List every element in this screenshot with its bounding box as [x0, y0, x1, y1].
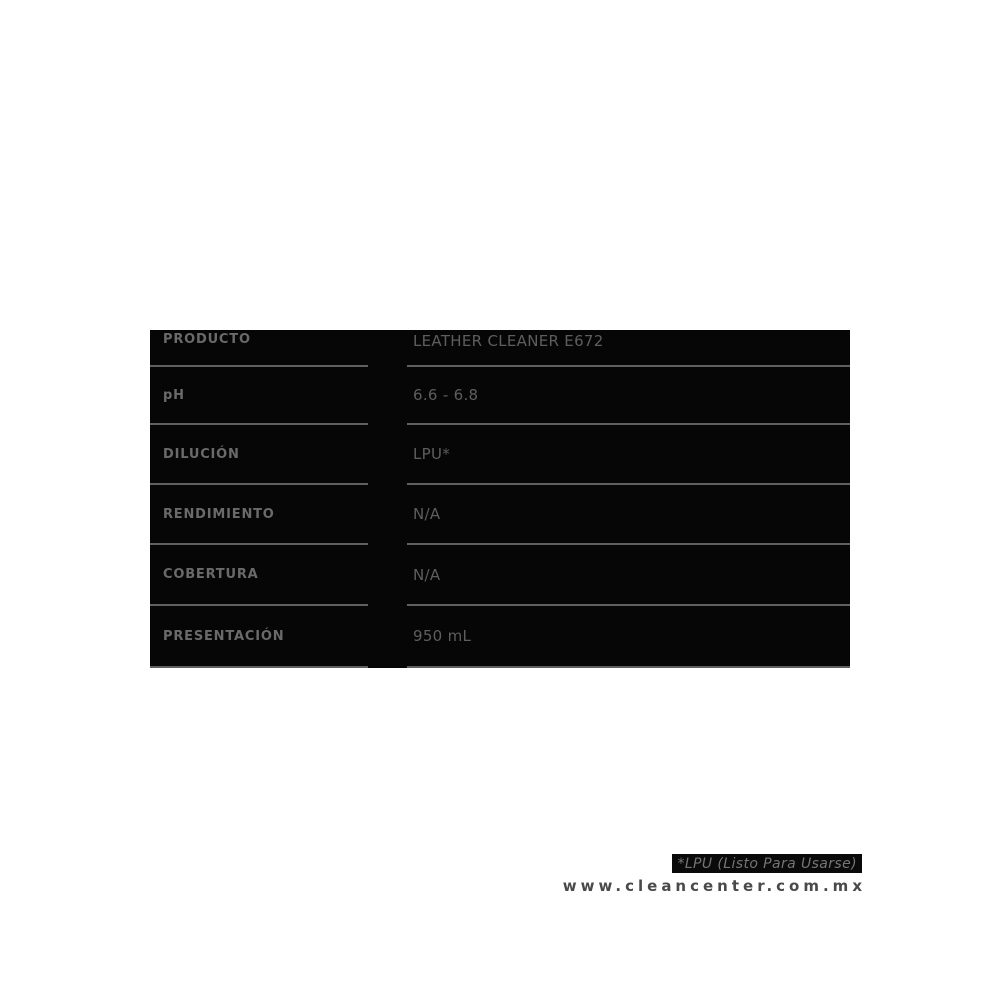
table-row	[150, 367, 850, 425]
table-row	[150, 485, 850, 545]
column-gap	[368, 485, 407, 545]
column-gap	[368, 367, 407, 425]
row-value: 950 mL	[407, 606, 850, 668]
footnote-text: *LPU (Listo Para Usarse)	[677, 855, 857, 872]
table-row	[150, 425, 850, 485]
website-url[interactable]: www.cleancenter.com.mx	[562, 877, 866, 895]
row-label: PRESENTACIÓN	[150, 606, 368, 668]
column-gap	[368, 606, 407, 668]
row-value: LEATHER CLEANER E672	[407, 330, 850, 367]
table-row	[150, 545, 850, 606]
row-value: N/A	[407, 485, 850, 545]
row-label: pH	[150, 367, 368, 425]
spec-table	[150, 330, 850, 668]
footnote-bar	[672, 854, 862, 873]
row-label: COBERTURA	[150, 545, 368, 606]
row-value: 6.6 - 6.8	[407, 367, 850, 425]
row-value: LPU*	[407, 425, 850, 485]
column-gap	[368, 330, 407, 367]
column-gap	[368, 545, 407, 606]
row-label: PRODUCTO	[150, 330, 368, 367]
row-value: N/A	[407, 545, 850, 606]
column-gap	[368, 425, 407, 485]
table-row	[150, 606, 850, 668]
row-label: DILUCIÓN	[150, 425, 368, 485]
row-label: RENDIMIENTO	[150, 485, 368, 545]
table-row	[150, 330, 850, 367]
